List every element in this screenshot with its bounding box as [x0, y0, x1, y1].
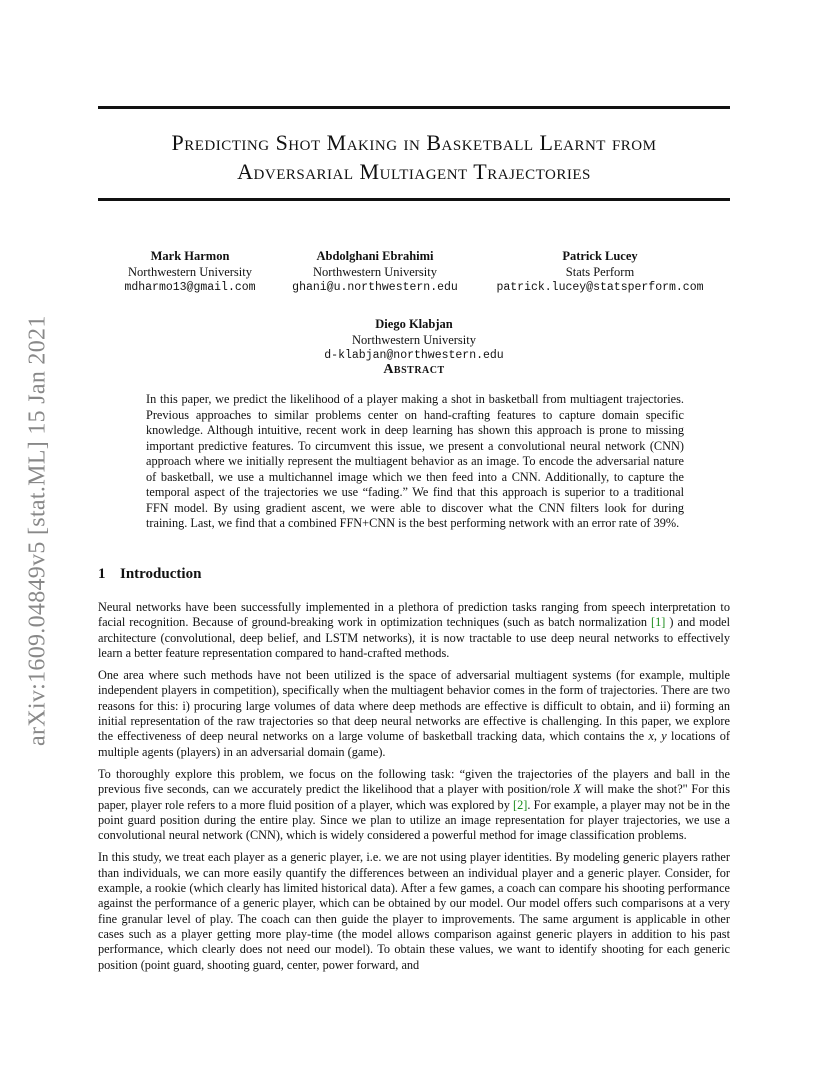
author-email: d-klabjan@northwestern.edu [324, 349, 504, 362]
abstract-heading: Abstract [383, 362, 445, 377]
author-name: Diego Klabjan [375, 317, 453, 331]
author-block [280, 248, 470, 296]
author-name: Abdolghani Ebrahimi [316, 249, 434, 263]
author-affiliation: Northwestern University [128, 265, 252, 279]
paragraph [98, 600, 730, 661]
section-heading [98, 566, 201, 583]
author-email: mdharmo13@gmail.com [124, 281, 256, 294]
author-email: patrick.lucey@statsperform.com [496, 281, 704, 294]
text-run: ) and model architecture (convolutional, deep belief, and LSTM networks), it is now tractable to use deep neural networks to effectively learn a better feature representation compared to hand-crafted methods. [98, 615, 731, 660]
author-email: ghani@u.northwestern.edu [292, 281, 458, 294]
section-title: Introduction [120, 566, 202, 582]
paragraph [98, 668, 730, 760]
author-block [300, 316, 528, 364]
paper-title [98, 128, 730, 186]
section-number: 1 [98, 566, 106, 582]
math-inline: X [573, 782, 581, 797]
title-rule-top [98, 106, 730, 109]
body-text [98, 600, 730, 980]
author-name: Mark Harmon [150, 249, 230, 263]
paragraph: In this study, we treat each player as a generic player, i.e. we are not using player identities. By modeling generic players rather than individuals, we can more easily quantify the differences between an individual player and a generic player. Consider, for example, a rookie (which clearly has limited historical data). After a few games, a coach can compare his shooting performance against the performance of a generic player, which can be obtained by our model. Our model offers such comparisons at a very fine granular level of play. The coach can then guide the player to improvements. The same argument is applicable in other cases such as a player getting more play-time (the model allows comparison against generic players in addition to his past performance, which clearly does not need our model). To obtain these values, we want to identify shooting for each generic position (point guard, shooting guard, center, power forward, and [98, 850, 730, 972]
citation-link[interactable]: [2] [513, 797, 528, 812]
text-run: locations of multiple agents (players) in an adversarial domain (game). [98, 729, 730, 759]
text-run: will make the shot?" For this paper, player role refers to a more fluid position of a player, which was explored by [98, 782, 730, 812]
citation-link[interactable]: [1] [651, 615, 666, 630]
text-run: Neural networks have been successfully implemented in a plethora of prediction tasks ranging from speech interpretation to facial recognition. Because of ground-breaking work in optimization techniques (such as batch normalization [98, 600, 730, 630]
math-inline: x, y [648, 729, 667, 744]
author-block [100, 248, 280, 296]
paragraph [98, 767, 730, 843]
title-line-2: Adversarial Multiagent Trajectories [237, 159, 591, 184]
author-affiliation: Northwestern University [352, 333, 476, 347]
title-line-1: Predicting Shot Making in Basketball Learnt from [171, 130, 657, 155]
author-affiliation: Northwestern University [313, 265, 437, 279]
arxiv-identifier: arXiv:1609.04849v5 [stat.ML] 15 Jan 2021 [24, 315, 51, 747]
text-run: One area where such methods have not been utilized is the space of adversarial multiagent systems (for example, multiple independent players in competition), specifically when the multiagent behavior comes in the form of trajectories. There are two reasons for this: i) procuring large volumes of data where deep methods are effective is difficult to obtain, and ii) forming an initial representation of the raw trajectories so that deep neural networks are effective is challenging. In this paper, we explore the effectiveness of deep neural networks on a large volume of basketball tracking data, which contains the [98, 668, 730, 744]
title-rule-bottom [98, 198, 730, 201]
abstract-text: In this paper, we predict the likelihood of a player making a shot in basketball from multiagent trajectories. Previous approaches to similar problems center on hand-crafting features to capture domain specific knowledge. Although intuitive, recent work in deep learning has shown this approach is prone to missing important predictive features. To circumvent this issue, we present a convolutional neural network (CNN) approach where we initially represent the multiagent behavior as an image. To encode the adversarial nature of basketball, we use a multichannel image which we then feed into a CNN. Additionally, to capture the temporal aspect of the trajectories we use “fading.” We find that this approach is superior to a traditional FFN model. By using gradient ascent, we were able to discover what the CNN filters look for during training. Last, we find that a combined FFN+CNN is the best performing network with an error rate of 39%. [146, 392, 684, 530]
author-name: Patrick Lucey [562, 249, 638, 263]
text-run: To thoroughly explore this problem, we focus on the following task: “given the trajectories of the players and ball in the previous five seconds, can we accurately predict the likelihood that a player with position/role [98, 766, 730, 797]
author-block [480, 248, 720, 296]
author-affiliation: Stats Perform [565, 265, 635, 279]
text-run: . For example, a player may not be in the point guard position during the entire play. Since we plan to utilize an image representation for player trajectories, we use a convolutional neural network (CNN), which is widely considered a powerful method for image classification problems. [98, 797, 730, 843]
